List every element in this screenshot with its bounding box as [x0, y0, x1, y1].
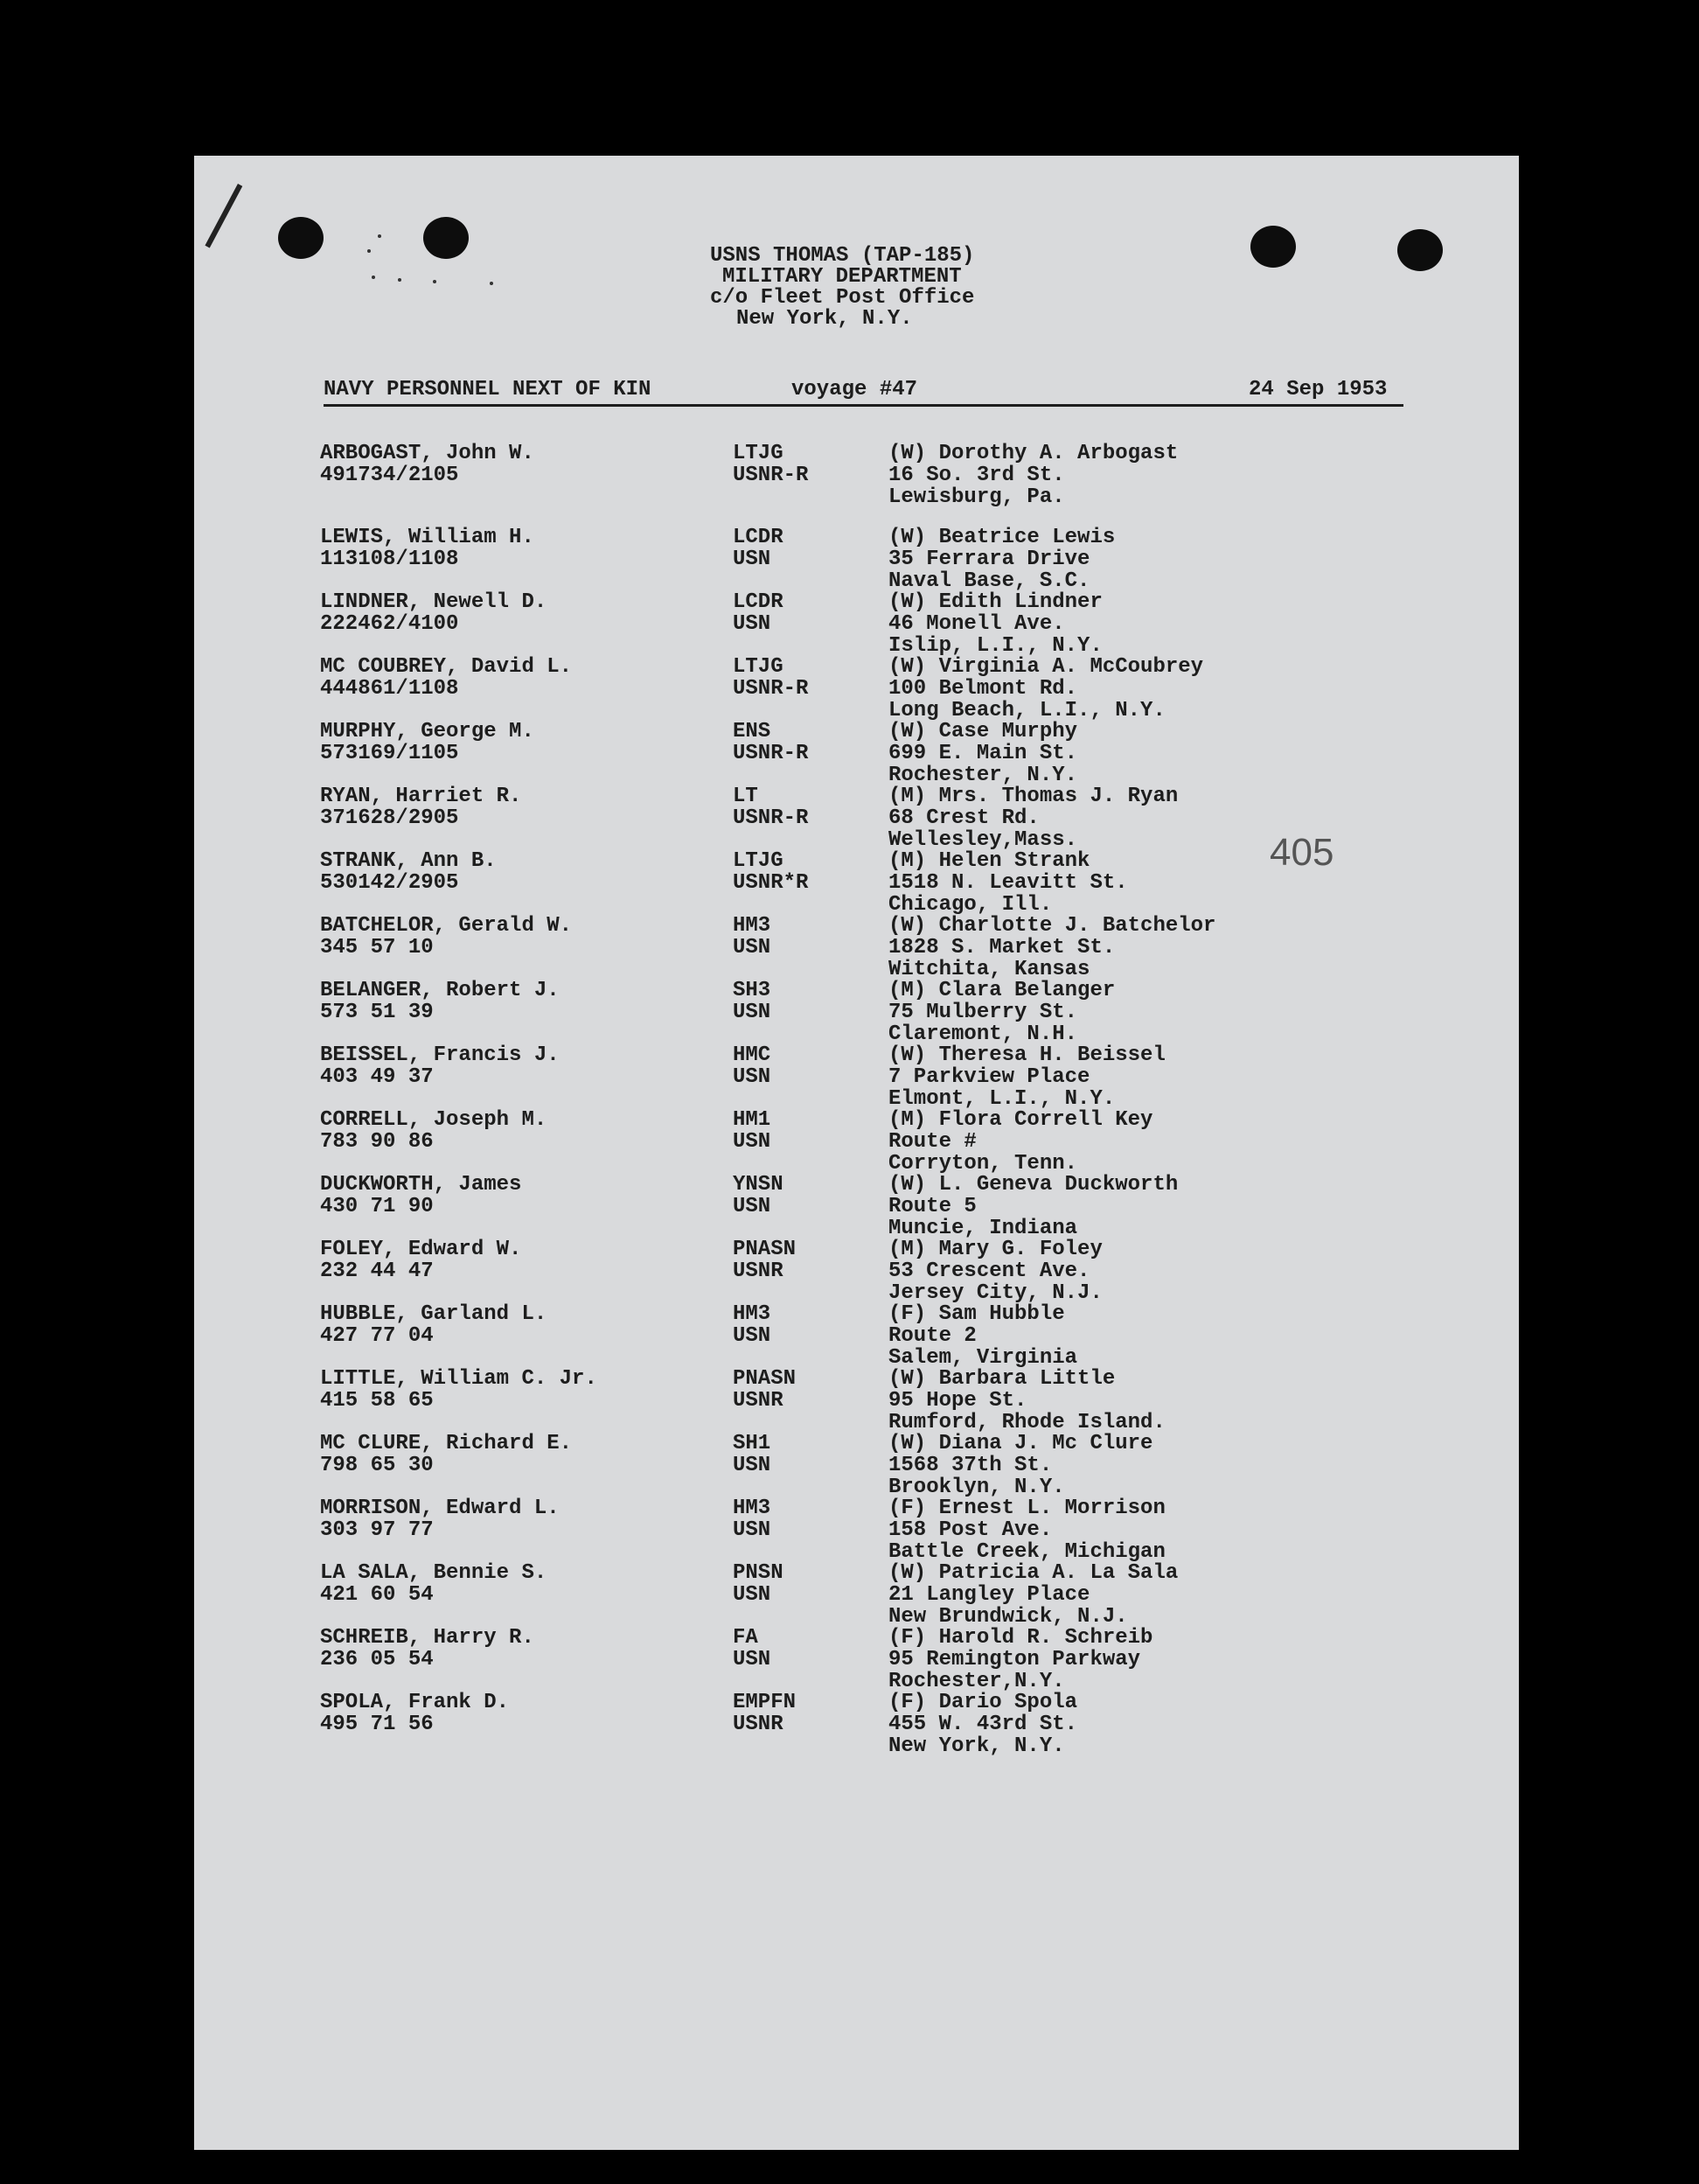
personnel-name: BELANGER, Robert J.: [320, 979, 560, 1002]
address-line: 158 Post Ave.: [888, 1518, 1053, 1542]
address-city: Witchita, Kansas: [888, 958, 1090, 981]
paper-speck: [372, 276, 375, 279]
service-number: 371628/2905: [320, 806, 459, 830]
branch: USNR: [733, 1259, 783, 1283]
next-of-kin: (M) Flora Correll Key: [888, 1108, 1153, 1132]
next-of-kin: (W) Diana J. Mc Clure: [888, 1432, 1153, 1455]
rank: ENS: [733, 720, 771, 743]
next-of-kin: (F) Sam Hubble: [888, 1302, 1065, 1326]
address-city: Long Beach, L.I., N.Y.: [888, 699, 1166, 722]
personnel-name: MORRISON, Edward L.: [320, 1497, 560, 1520]
rank: HM1: [733, 1108, 771, 1132]
service-number: 236 05 54: [320, 1648, 434, 1671]
address-line: 53 Crescent Ave.: [888, 1259, 1090, 1283]
paper-speck: [433, 280, 436, 283]
punch-hole: [423, 217, 469, 259]
rank: SH3: [733, 979, 771, 1002]
branch: USN: [733, 1324, 771, 1348]
next-of-kin: (M) Helen Strank: [888, 849, 1090, 873]
branch: USNR: [733, 1389, 783, 1413]
next-of-kin: (W) L. Geneva Duckworth: [888, 1173, 1179, 1197]
personnel-name: DUCKWORTH, James: [320, 1173, 522, 1197]
address-city: Rumford, Rhode Island.: [888, 1411, 1166, 1434]
service-number: 303 97 77: [320, 1518, 434, 1542]
service-number: 491734/2105: [320, 464, 459, 487]
voyage-number: voyage #47: [791, 378, 918, 401]
next-of-kin: (W) Beatrice Lewis: [888, 526, 1116, 549]
service-number: 113108/1108: [320, 548, 459, 571]
address-city: Battle Creek, Michigan: [888, 1540, 1166, 1564]
address-city: Rochester,N.Y.: [888, 1670, 1065, 1693]
address-city: Elmont, L.I., N.Y.: [888, 1087, 1116, 1111]
punch-hole: [1250, 226, 1296, 268]
service-number: 232 44 47: [320, 1259, 434, 1283]
service-number: 573169/1105: [320, 742, 459, 765]
address-city: Wellesley,Mass.: [888, 828, 1078, 852]
service-number: 495 71 56: [320, 1713, 434, 1736]
personnel-name: MC COUBREY, David L.: [320, 655, 573, 679]
personnel-name: HUBBLE, Garland L.: [320, 1302, 547, 1326]
paper-speck: [398, 278, 401, 282]
next-of-kin: (M) Mrs. Thomas J. Ryan: [888, 785, 1179, 808]
next-of-kin: (W) Dorothy A. Arbogast: [888, 442, 1179, 465]
personnel-name: SCHREIB, Harry R.: [320, 1626, 534, 1650]
address-line: 1568 37th St.: [888, 1454, 1053, 1477]
address-city: Rochester, N.Y.: [888, 764, 1078, 787]
next-of-kin: (M) Clara Belanger: [888, 979, 1116, 1002]
branch: USN: [733, 1001, 771, 1024]
address-line: 7 Parkview Place: [888, 1065, 1090, 1089]
rank: EMPFN: [733, 1691, 797, 1714]
address-line: 75 Mulberry St.: [888, 1001, 1078, 1024]
branch: USN: [733, 1518, 771, 1542]
next-of-kin: (F) Harold R. Schreib: [888, 1626, 1153, 1650]
next-of-kin: (W) Case Murphy: [888, 720, 1078, 743]
branch: USN: [733, 1130, 771, 1154]
personnel-name: SPOLA, Frank D.: [320, 1691, 510, 1714]
address-city: New York, N.Y.: [888, 1734, 1065, 1758]
rank: SH1: [733, 1432, 771, 1455]
address-line: 95 Remington Parkway: [888, 1648, 1141, 1671]
personnel-name: CORRELL, Joseph M.: [320, 1108, 547, 1132]
letterhead-department: MILITARY DEPARTMENT: [722, 265, 962, 289]
page-number: 405: [1270, 831, 1334, 874]
branch: USN: [733, 1195, 771, 1218]
rank: PNASN: [733, 1367, 797, 1391]
rank: YNSN: [733, 1173, 783, 1197]
address-city: Chicago, Ill.: [888, 893, 1053, 917]
next-of-kin: (W) Barbara Little: [888, 1367, 1116, 1391]
branch: USNR-R: [733, 464, 809, 487]
branch: USN: [733, 548, 771, 571]
branch: USNR-R: [733, 806, 809, 830]
punch-hole: [1397, 229, 1443, 271]
branch: USNR-R: [733, 677, 809, 701]
address-city: Brooklyn, N.Y.: [888, 1476, 1065, 1499]
service-number: 415 58 65: [320, 1389, 434, 1413]
address-city: Corryton, Tenn.: [888, 1152, 1078, 1176]
rank: LCDR: [733, 590, 783, 614]
personnel-name: MC CLURE, Richard E.: [320, 1432, 573, 1455]
paper-speck: [490, 282, 493, 285]
document-date: 24 Sep 1953: [1249, 378, 1388, 401]
service-number: 573 51 39: [320, 1001, 434, 1024]
address-line: Route 2: [888, 1324, 977, 1348]
letterhead-ship: USNS THOMAS (TAP-185): [710, 244, 975, 268]
address-line: 1518 N. Leavitt St.: [888, 871, 1128, 895]
rank: LT: [733, 785, 758, 808]
address-line: Route 5: [888, 1195, 977, 1218]
service-number: 783 90 86: [320, 1130, 434, 1154]
next-of-kin: (F) Dario Spola: [888, 1691, 1078, 1714]
address-line: 46 Monell Ave.: [888, 612, 1065, 636]
service-number: 403 49 37: [320, 1065, 434, 1089]
branch: USN: [733, 612, 771, 636]
rank: FA: [733, 1626, 758, 1650]
branch: USNR-R: [733, 742, 809, 765]
rank: LTJG: [733, 655, 783, 679]
service-number: 421 60 54: [320, 1583, 434, 1607]
personnel-name: LITTLE, William C. Jr.: [320, 1367, 597, 1391]
service-number: 444861/1108: [320, 677, 459, 701]
address-city: Jersey City, N.J.: [888, 1281, 1103, 1305]
title-bar: [324, 378, 1403, 407]
rank: LTJG: [733, 442, 783, 465]
next-of-kin: (W) Patricia A. La Sala: [888, 1561, 1179, 1585]
rank: PNASN: [733, 1238, 797, 1261]
personnel-name: ARBOGAST, John W.: [320, 442, 534, 465]
address-line: Route #: [888, 1130, 977, 1154]
next-of-kin: (F) Ernest L. Morrison: [888, 1497, 1166, 1520]
rank: LCDR: [733, 526, 783, 549]
personnel-name: BATCHELOR, Gerald W.: [320, 914, 573, 938]
punch-hole: [278, 217, 324, 259]
branch: USN: [733, 1065, 771, 1089]
personnel-name: MURPHY, George M.: [320, 720, 534, 743]
personnel-name: FOLEY, Edward W.: [320, 1238, 522, 1261]
address-line: 16 So. 3rd St.: [888, 464, 1065, 487]
service-number: 530142/2905: [320, 871, 459, 895]
address-city: Lewisburg, Pa.: [888, 485, 1065, 509]
branch: USN: [733, 1583, 771, 1607]
service-number: 798 65 30: [320, 1454, 434, 1477]
service-number: 430 71 90: [320, 1195, 434, 1218]
branch: USN: [733, 1454, 771, 1477]
rank: HM3: [733, 914, 771, 938]
next-of-kin: (W) Edith Lindner: [888, 590, 1103, 614]
address-line: 68 Crest Rd.: [888, 806, 1040, 830]
address-city: Islip, L.I., N.Y.: [888, 634, 1103, 658]
address-line: 699 E. Main St.: [888, 742, 1078, 765]
letterhead-city: New York, N.Y.: [736, 307, 913, 331]
address-city: Naval Base, S.C.: [888, 569, 1090, 593]
address-city: Muncie, Indiana: [888, 1217, 1078, 1240]
address-city: Salem, Virginia: [888, 1346, 1078, 1370]
address-line: 95 Hope St.: [888, 1389, 1027, 1413]
next-of-kin: (W) Charlotte J. Batchelor: [888, 914, 1216, 938]
address-line: 35 Ferrara Drive: [888, 548, 1090, 571]
address-line: 100 Belmont Rd.: [888, 677, 1078, 701]
rank: HM3: [733, 1302, 771, 1326]
address-line: 1828 S. Market St.: [888, 936, 1116, 959]
branch: USN: [733, 1648, 771, 1671]
rank: LTJG: [733, 849, 783, 873]
branch: USNR*R: [733, 871, 809, 895]
next-of-kin: (W) Theresa H. Beissel: [888, 1043, 1166, 1067]
branch: USN: [733, 936, 771, 959]
address-city: New Brundwick, N.J.: [888, 1605, 1128, 1629]
rank: HMC: [733, 1043, 771, 1067]
rank: PNSN: [733, 1561, 783, 1585]
paper-speck: [378, 234, 381, 238]
address-line: 455 W. 43rd St.: [888, 1713, 1078, 1736]
personnel-name: LINDNER, Newell D.: [320, 590, 547, 614]
personnel-name: STRANK, Ann B.: [320, 849, 497, 873]
letterhead-postoffice: c/o Fleet Post Office: [710, 286, 975, 310]
address-city: Claremont, N.H.: [888, 1022, 1078, 1046]
personnel-name: BEISSEL, Francis J.: [320, 1043, 560, 1067]
personnel-name: LEWIS, William H.: [320, 526, 534, 549]
next-of-kin: (W) Virginia A. McCoubrey: [888, 655, 1204, 679]
branch: USNR: [733, 1713, 783, 1736]
personnel-name: LA SALA, Bennie S.: [320, 1561, 547, 1585]
next-of-kin: (M) Mary G. Foley: [888, 1238, 1103, 1261]
service-number: 427 77 04: [320, 1324, 434, 1348]
rank: HM3: [733, 1497, 771, 1520]
address-line: 21 Langley Place: [888, 1583, 1090, 1607]
service-number: 345 57 10: [320, 936, 434, 959]
service-number: 222462/4100: [320, 612, 459, 636]
paper-speck: [367, 249, 371, 253]
personnel-name: RYAN, Harriet R.: [320, 785, 522, 808]
document-title: NAVY PERSONNEL NEXT OF KIN: [324, 378, 651, 401]
